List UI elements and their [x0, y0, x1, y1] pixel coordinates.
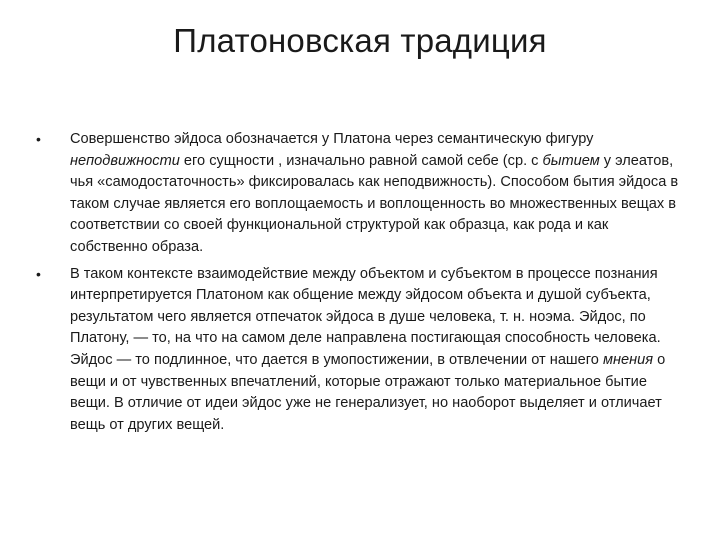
bullet-text [70, 129, 686, 259]
bullet-text-segment: у элеатов, чья «самодостаточность» фиксировалась как неподвижность). Способом бытия эйдоса в таком случае является его воплощаемость и воплощенность во множественных вещах в соответствии со своей функциональной структурой как образца, как рода и как собственно образа. [70, 152, 679, 255]
bullet-text-segment: В таком контексте взаимодействие между объектом и субъектом в процессе познания интерпретируется Платоном как общение между эйдосом объекта и душой субъекта, результатом чего является отпечаток эйдоса в душе человека, т. н. ноэма. Эйдос, по Платону, — то, на что на самом деле направлена постигающая способность человека. Эйдос — то подлинное, что дается в умопостижении, в отвлечении от нашего [70, 265, 661, 368]
bullet-text-segment: его сущности , изначально равной самой себе (ср. с [179, 152, 543, 169]
bullet-item [36, 129, 686, 259]
bullet-text-emphasis: бытием [542, 152, 600, 169]
bullet-marker: • [36, 131, 41, 147]
bullet-item [36, 264, 686, 437]
bullet-text-segment: Совершенство эйдоса обозначается у Платона через семантическую фигуру [70, 131, 594, 147]
bullet-text-segment: о вещи и от чувственных впечатлений, которые отражают только материальное бытие вещи. В отличие от идеи эйдос уже не генерализует, но наоборот выделяет и отличает вещь от других вещей. [70, 351, 666, 433]
bullet-text [70, 264, 686, 437]
bullet-list [36, 129, 686, 441]
bullet-marker: • [36, 265, 41, 282]
bullet-text-emphasis: неподвижности [70, 152, 180, 169]
bullet-text-emphasis: мнения [602, 351, 654, 368]
slide-title: Платоновская традиция [173, 22, 547, 59]
